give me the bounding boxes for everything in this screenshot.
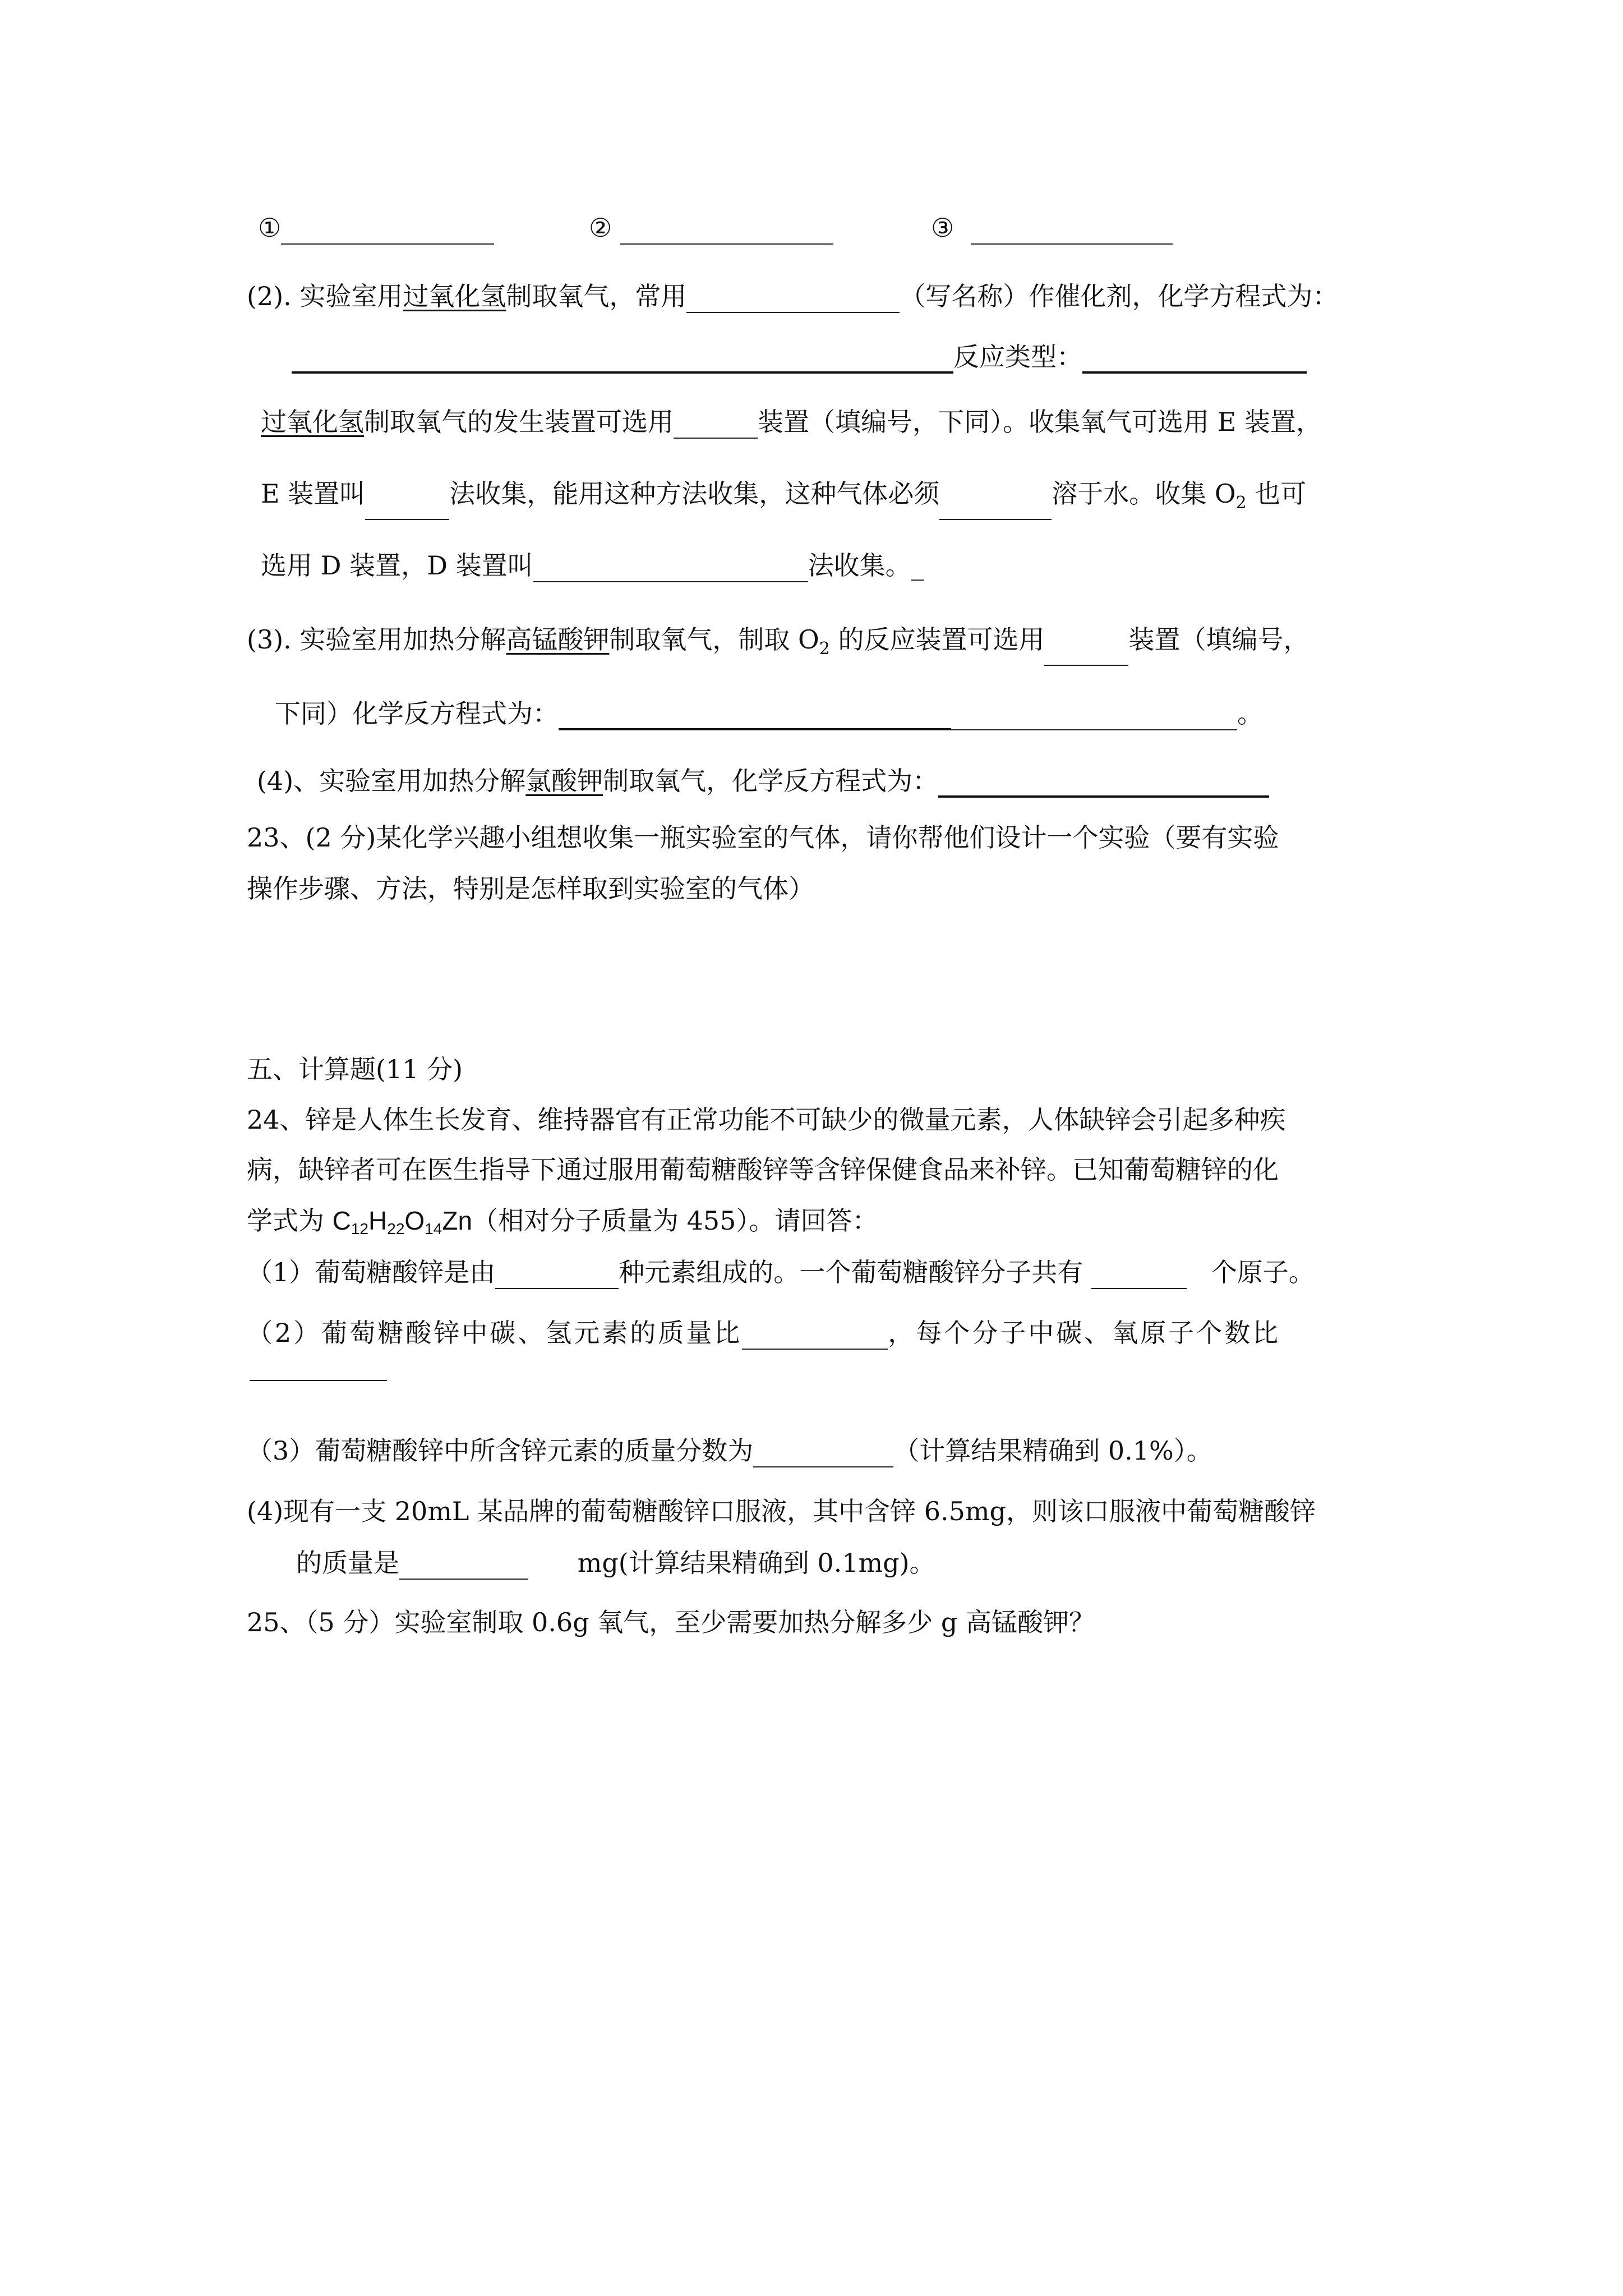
q22-part2-line4: E 装置叫 法收集，能用这种方法收集，这种气体必须 溶于水。收集 $O_2$ 也可 <box>261 477 1306 520</box>
generator-blank[interactable] <box>674 412 758 439</box>
gluconate-mass-blank[interactable] <box>399 1553 528 1580</box>
equation-blank-h2o2[interactable] <box>292 346 953 374</box>
q25-answer-area[interactable] <box>247 1655 1374 1991</box>
q24-sub4-line2: 的质量是 mg(计算结果精确到 0.1mg)。 <box>296 1546 935 1580</box>
kmno4-equation-blank-a[interactable] <box>559 702 951 730</box>
reagent-kclo3: 氯酸钾 <box>525 766 603 796</box>
mass-ratio-blank[interactable] <box>742 1323 888 1350</box>
collect-method-d-blank[interactable] <box>533 555 808 582</box>
blank-1[interactable] <box>281 218 494 245</box>
circle-number-2: ② <box>589 213 612 243</box>
chemical-formula: C12H22O14Zn <box>332 1206 473 1237</box>
blank-2[interactable] <box>620 218 833 245</box>
kmno4-equation-blank-b[interactable] <box>951 703 1237 730</box>
q22-part3-line2: 下同）化学反方程式为： 。 <box>275 697 1263 730</box>
zinc-percent-blank[interactable] <box>753 1441 893 1467</box>
kclo3-equation-blank[interactable] <box>938 770 1269 798</box>
q23-line1: 23、(2 分)某化学兴趣小组想收集一瓶实验室的气体，请你帮他们设计一个实验（要有实验 <box>247 822 1279 853</box>
section-title-calculation: 五、计算题(11 分) <box>247 1054 463 1084</box>
q24-sub3: （3）葡萄糖酸锌中所含锌元素的质量分数为 （计算结果精确到 0.1%）。 <box>247 1434 1212 1467</box>
blank-3[interactable] <box>971 218 1173 245</box>
q25: 25、（5 分）实验室制取 0.6g 氧气，至少需要加热分解多少 g 高锰酸钾？ <box>247 1607 1095 1637</box>
q22-part2-line1: (2). 实验室用过氧化氢制取氧气，常用 （写名称）作催化剂，化学方程式为： <box>247 279 1338 313</box>
q23-line2: 操作步骤、方法，特别是怎样取到实验室的气体） <box>247 873 814 904</box>
reaction-type-blank[interactable] <box>1082 346 1307 374</box>
collect-method-e-blank[interactable] <box>365 493 449 520</box>
catalyst-blank[interactable] <box>686 286 900 313</box>
q22-part4: (4)、实验室用加热分解氯酸钾制取氧气，化学反方程式为： <box>257 764 1269 798</box>
circle-number-1: ① <box>258 213 282 243</box>
q22-part2-line2 <box>292 340 1307 374</box>
kmno4-device-blank[interactable] <box>1044 639 1128 666</box>
q22-part3-line1: (3). 实验室用加热分解高锰酸钾制取氧气，制取 $O_2$ 的反应装置可选用 装置（填编号， <box>247 623 1309 666</box>
element-count-blank[interactable] <box>495 1262 619 1289</box>
q22-part2-line5: 选用 D 装置，D 装置叫 法收集。_ <box>261 549 924 582</box>
answer-1 <box>258 211 494 245</box>
answer-2 <box>589 211 833 245</box>
q22-part2-line3: 过氧化氢制取氧气的发生装置可选用 装置（填编号，下同）。收集氧气可选用 E 装置， <box>261 405 1322 439</box>
reaction-type-label: 反应类型： <box>953 342 1082 372</box>
solubility-blank[interactable] <box>939 493 1052 520</box>
answer-3 <box>931 211 1173 245</box>
q24-sub2: （2）葡萄糖酸锌中碳、氢元素的质量比 ，每个分子中碳、氧原子个数比 <box>247 1316 1280 1350</box>
q24-line2: 病，缺锌者可在医生指导下通过服用葡萄糖酸锌等含锌保健食品来补锌。已知葡萄糖锌的化 <box>247 1154 1279 1185</box>
q24-line3: 学式为 C12H22O14Zn（相对分子质量为 455）。请回答： <box>247 1205 878 1237</box>
reagent-h2o2: 过氧化氢 <box>403 281 506 311</box>
q24-sub1: （1）葡萄糖酸锌是由 种元素组成的。一个葡萄糖酸锌分子共有 个原子。 <box>247 1255 1315 1289</box>
atom-count-blank[interactable] <box>1091 1262 1187 1289</box>
circle-number-3: ③ <box>931 213 955 243</box>
atom-ratio-blank[interactable] <box>250 1380 387 1381</box>
q24-sub4-line1: (4)现有一支 20mL 某品牌的葡萄糖酸锌口服液，其中含锌 6.5mg，则该口服液中葡萄糖酸锌 <box>247 1496 1316 1526</box>
reagent-kmno4: 高锰酸钾 <box>506 624 610 655</box>
q24-line1: 24、锌是人体生长发育、维持器官有正常功能不可缺少的微量元素，人体缺锌会引起多种疾 <box>247 1105 1286 1135</box>
q23-answer-area[interactable] <box>247 920 1374 1032</box>
